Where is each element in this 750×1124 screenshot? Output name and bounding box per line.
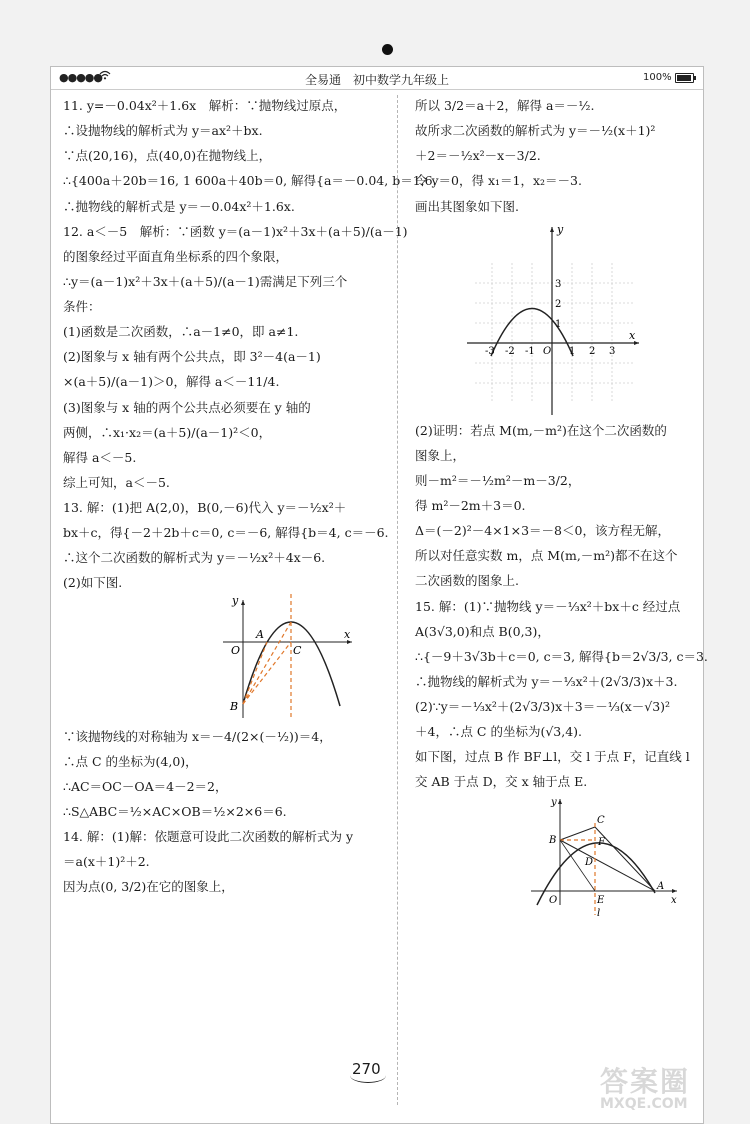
text-line: ∴点 C 的坐标为(4,0)，	[63, 753, 198, 769]
page-number-decoration	[350, 1068, 386, 1083]
figure-15-parabola	[523, 795, 683, 920]
text-line: ＋2＝－½x²－x－3/2.	[415, 148, 541, 164]
text-line: 图象上，	[415, 447, 466, 463]
text-line: 则－m²＝－½m²－m－3/2，	[415, 472, 581, 488]
text-line: bx＋c，得{－2＋2b＋c＝0, c＝－6, 解得{b＝4, c＝－6.	[63, 525, 389, 541]
axis-label-y: y	[232, 593, 239, 607]
text-line: ∴设抛物线的解析式为 y＝ax²＋bx.	[63, 123, 263, 139]
text-line: 因为点(0, 3/2)在它的图象上，	[63, 879, 234, 895]
tick-label-origin: O	[543, 345, 552, 357]
problem-14-continued	[415, 97, 695, 216]
problem-11	[63, 97, 437, 216]
text-line: ∴S△ABC＝½×AC×OB＝½×2×6＝6.	[63, 803, 287, 819]
axis-label-x: x	[671, 894, 677, 906]
watermark-url: MXQE.COM	[600, 1096, 688, 1112]
page-frame	[50, 66, 708, 1124]
figure-13-parabola	[218, 594, 358, 724]
text-line: 交 AB 于点 D，交 x 轴于点 E.	[415, 774, 588, 790]
text-line: (3)图象与 x 轴的两个公共点必须要在 y 轴的	[63, 399, 311, 415]
text-line: (2)证明：若点 M(m,－m²)在这个二次函数的	[415, 422, 667, 438]
text-line: 12. a＜－5 解析：∵函数 y＝(a－1)x²＋3x＋(a＋5)/(a－1)	[63, 223, 408, 239]
text-line: 解得 a＜－5.	[63, 449, 137, 465]
text-line: 两侧，∴x₁·x₂＝(a＋5)/(a－1)²＜0，	[63, 424, 272, 440]
text-line: 15. 解：(1)∵抛物线 y＝－⅓x²＋bx＋c 经过点	[415, 598, 681, 614]
problem-13-continued	[63, 728, 388, 822]
axis-label-y: y	[551, 796, 557, 808]
label-point-b: B	[230, 699, 239, 713]
text-line: (2)如下图.	[63, 575, 123, 591]
text-line: ∴AC＝OC－OA＝4－2＝2，	[63, 778, 228, 794]
axis-label-y: y	[557, 222, 564, 236]
page-number: 270	[352, 1060, 381, 1078]
label-origin: O	[231, 643, 241, 657]
signal-icon: ●●●●●	[59, 71, 102, 84]
problem-12	[63, 223, 408, 492]
text-line: ∵该抛物线的对称轴为 x＝－4/(2×(－½))＝4，	[63, 728, 332, 744]
text-line: 所以 3/2＝a＋2，解得 a＝－½.	[415, 98, 595, 113]
battery-icon	[675, 73, 694, 83]
text-line: 11. y=－0.04x²＋1.6x 解析：∵抛物线过原点，	[63, 98, 347, 113]
text-line: 的图象经过平面直角坐标系的四个象限，	[63, 248, 289, 264]
watermark-logo: 答案圈	[600, 1065, 691, 1098]
text-line: 13. 解：(1)把 A(2,0)，B(0,－6)代入 y＝－½x²＋	[63, 500, 347, 515]
tick-label: -1	[525, 345, 535, 357]
label-point-a: A	[256, 627, 264, 641]
text-line: 二次函数的图象上.	[415, 573, 519, 589]
status-bar	[51, 67, 703, 90]
text-line: 画出其图象如下图.	[415, 198, 519, 214]
right-column	[415, 97, 708, 920]
text-line: ＋4，∴点 C 的坐标为(√3,4).	[415, 724, 583, 740]
tick-label: 3	[609, 345, 616, 357]
tick-label: 3	[555, 278, 562, 290]
problem-14	[63, 828, 388, 896]
text-line: ∴y＝(a－1)x²＋3x＋(a＋5)/(a－1)需满足下列三个	[63, 273, 348, 289]
text-line: 所以对任意实数 m，点 M(m,－m²)都不在这个	[415, 548, 678, 564]
tick-label: -3	[485, 345, 495, 357]
column-divider	[397, 95, 398, 1105]
text-line: Δ＝(－2)²－4×1×3＝－8＜0，该方程无解，	[415, 523, 670, 539]
text-line: ∴这个二次函数的解析式为 y＝－½x²＋4x－6.	[63, 550, 326, 566]
label-point-c: C	[293, 643, 302, 657]
text-line: 如下图，过点 B 作 BF⊥l，交 l 于点 F，记直线 l	[415, 749, 690, 765]
text-line: A(3√3,0)和点 B(0,3)，	[415, 623, 550, 639]
left-column	[63, 97, 437, 903]
text-line: ×(a＋5)/(a－1)＞0，解得 a＜－11/4.	[63, 374, 280, 390]
watermark	[600, 1060, 690, 1112]
text-line: 令 y＝0，得 x₁＝1，x₂＝－3.	[415, 173, 582, 189]
text-line: 综上可知，a＜－5.	[63, 474, 170, 490]
text-line: ∴抛物线的解析式为 y＝－⅓x²＋(2√3/3)x＋3.	[415, 673, 678, 689]
tick-label: 1	[569, 345, 576, 357]
label-line-l: l	[597, 907, 601, 919]
label-point-e: E	[597, 894, 605, 906]
label-point-d: D	[585, 856, 594, 868]
label-point-b: B	[549, 834, 557, 846]
text-line: 14. 解：(1)解：依题意可设此二次函数的解析式为 y	[63, 829, 354, 844]
label-point-f: F	[598, 836, 605, 848]
book-title: 全易通 初中数学九年级上	[304, 73, 449, 87]
label-point-c: C	[597, 814, 605, 826]
tick-label: -2	[505, 345, 515, 357]
figure-14-parabola	[455, 223, 645, 418]
tick-label: 2	[555, 298, 562, 310]
problem-15	[415, 598, 708, 792]
text-line: 故所求二次函数的解析式为 y＝－½(x＋1)²	[415, 123, 656, 139]
text-line: ∴抛物线的解析式是 y＝－0.04x²＋1.6x.	[63, 198, 295, 214]
camera-dot	[382, 44, 393, 55]
text-line: (1)函数是二次函数，∴a－1≠0，即 a≠1.	[63, 324, 299, 340]
problem-13	[63, 499, 388, 593]
text-line: (2)图象与 x 轴有两个公共点，即 3²－4(a－1)	[63, 349, 321, 365]
text-line: ∴{－9＋3√3b＋c＝0, c＝3, 解得{b＝2√3/3, c＝3.	[415, 648, 708, 664]
tick-label: 1	[555, 318, 562, 330]
text-line: 条件：	[63, 299, 101, 314]
problem-14-part2	[415, 422, 695, 591]
tick-label: 2	[589, 345, 596, 357]
label-origin: O	[549, 894, 558, 906]
axis-label-x: x	[344, 627, 351, 641]
text-line: ∴{400a＋20b＝16, 1 600a＋40b＝0, 解得{a＝－0.04, b＝1.6.	[63, 173, 437, 189]
text-line: ∵点(20,16)，点(40,0)在抛物线上，	[63, 148, 272, 164]
text-line: (2)∵y＝－⅓x²＋(2√3/3)x＋3＝－⅓(x－√3)²	[415, 699, 671, 714]
axis-label-x: x	[629, 328, 636, 342]
text-line: 得 m²－2m＋3＝0.	[415, 498, 526, 513]
text-line: ＝a(x＋1)²＋2.	[63, 854, 150, 870]
label-point-a: A	[657, 880, 665, 892]
battery-percentage: 100%	[643, 72, 672, 83]
